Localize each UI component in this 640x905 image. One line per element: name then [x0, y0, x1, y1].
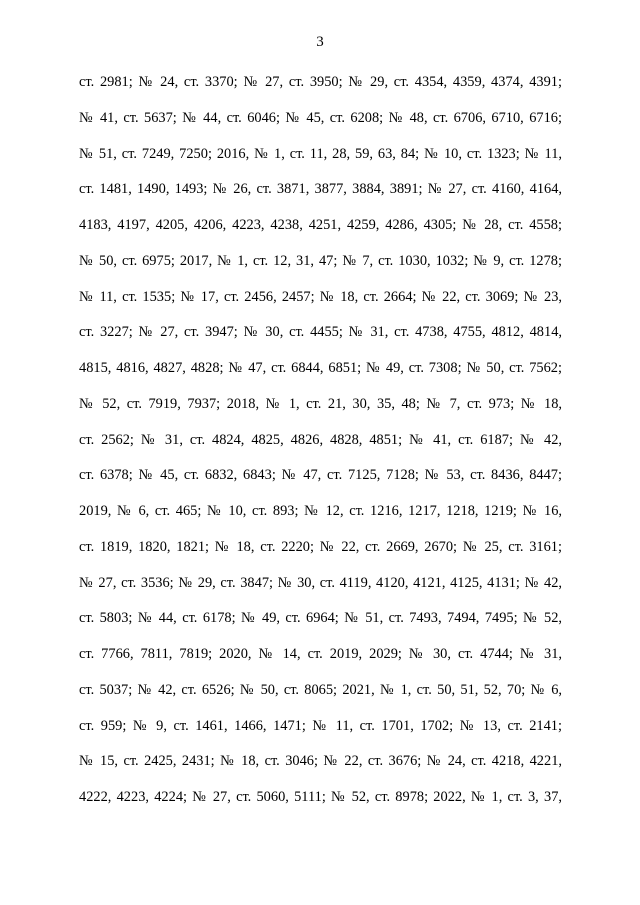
text-line: ст. 3227; № 27, ст. 3947; № 30, ст. 4455; № 31, ст. 4738, 4755, 4812, 4814, — [79, 324, 562, 341]
text-line: ст. 5803; № 44, ст. 6178; № 49, ст. 6964; № 51, ст. 7493, 7494, 7495; № 52, — [79, 610, 562, 627]
text-line: ст. 1819, 1820, 1821; № 18, ст. 2220; № 22, ст. 2669, 2670; № 25, ст. 3161; — [79, 538, 562, 555]
text-line: ст. 2562; № 31, ст. 4824, 4825, 4826, 4828, 4851; № 41, ст. 6187; № 42, — [79, 431, 562, 448]
text-line: № 52, ст. 7919, 7937; 2018, № 1, ст. 21, 30, 35, 48; № 7, ст. 973; № 18, — [79, 395, 562, 412]
text-line: 4222, 4223, 4224; № 27, ст. 5060, 5111; № 52, ст. 8978; 2022, № 1, ст. 3, 37, — [79, 789, 562, 805]
text-line: № 41, ст. 5637; № 44, ст. 6046; № 45, ст. 6208; № 48, ст. 6706, 6710, 6716; — [79, 109, 562, 126]
page-number: 3 — [316, 34, 324, 50]
text-line: 4815, 4816, 4827, 4828; № 47, ст. 6844, 6851; № 49, ст. 7308; № 50, ст. 7562; — [79, 360, 562, 376]
text-line: ст. 1481, 1490, 1493; № 26, ст. 3871, 3877, 3884, 3891; № 27, ст. 4160, 4164, — [79, 181, 562, 198]
text-line: 4183, 4197, 4205, 4206, 4223, 4238, 4251, 4259, 4286, 4305; № 28, ст. 4558; — [79, 217, 562, 233]
text-line: ст. 2981; № 24, ст. 3370; № 27, ст. 3950; № 29, ст. 4354, 4359, 4374, 4391; — [79, 74, 562, 90]
text-line: ст. 959; № 9, ст. 1461, 1466, 1471; № 11, ст. 1701, 1702; № 13, ст. 2141; — [79, 717, 562, 734]
text-line: ст. 5037; № 42, ст. 6526; № 50, ст. 8065; 2021, № 1, ст. 50, 51, 52, 70; № 6, — [79, 681, 562, 698]
text-line: № 15, ст. 2425, 2431; № 18, ст. 3046; № 22, ст. 3676; № 24, ст. 4218, 4221, — [79, 753, 562, 770]
text-line: 2019, № 6, ст. 465; № 10, ст. 893; № 12, ст. 1216, 1217, 1218, 1219; № 16, — [79, 503, 562, 519]
text-line: ст. 6378; № 45, ст. 6832, 6843; № 47, ст. 7125, 7128; № 53, ст. 8436, 8447; — [79, 467, 562, 484]
body-text — [79, 70, 562, 821]
text-line: № 27, ст. 3536; № 29, ст. 3847; № 30, ст. 4119, 4120, 4121, 4125, 4131; № 42, — [79, 574, 562, 591]
text-line: ст. 7766, 7811, 7819; 2020, № 14, ст. 2019, 2029; № 30, ст. 4744; № 31, — [79, 646, 562, 662]
text-line: № 51, ст. 7249, 7250; 2016, № 1, ст. 11, 28, 59, 63, 84; № 10, ст. 1323; № 11, — [79, 145, 562, 162]
text-line: № 11, ст. 1535; № 17, ст. 2456, 2457; № 18, ст. 2664; № 22, ст. 3069; № 23, — [79, 288, 562, 305]
text-line: № 50, ст. 6975; 2017, № 1, ст. 12, 31, 47; № 7, ст. 1030, 1032; № 9, ст. 1278; — [79, 252, 562, 269]
